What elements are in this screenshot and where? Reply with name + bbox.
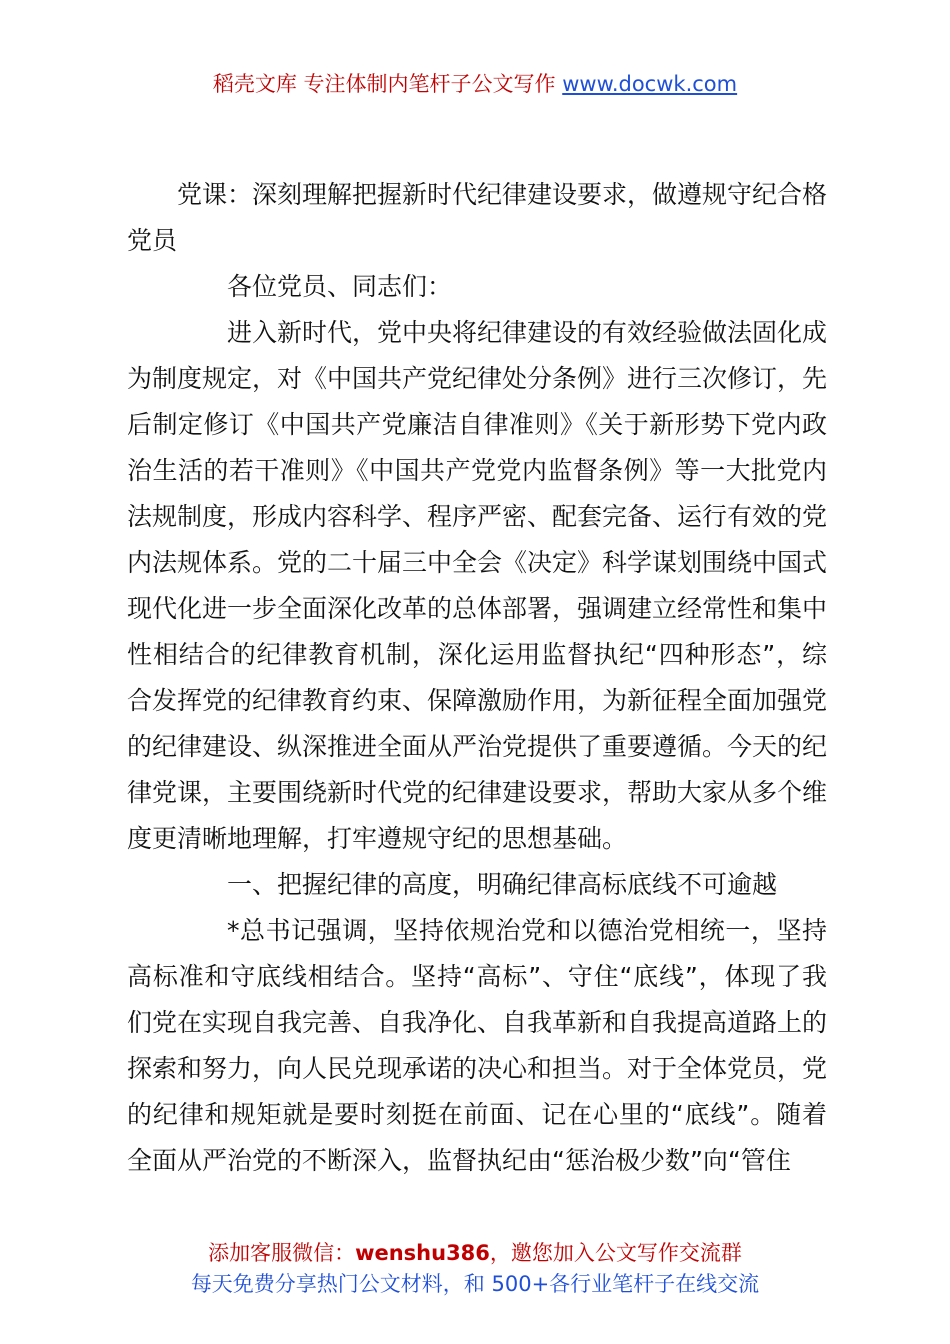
footer-line-1: [0, 1238, 950, 1269]
wechat-id: wenshu386: [355, 1241, 490, 1265]
salutation: 各位党员、同志们：: [227, 272, 453, 301]
document-title: 党课：深刻理解把握新时代纪律建设要求，做遵规守纪合格党员: [127, 180, 828, 255]
footer-prefix: 添加客服微信：: [208, 1241, 356, 1265]
header-text: 稻壳文库 专注体制内笔杆子公文写作: [212, 72, 563, 96]
document-body: [127, 172, 827, 1184]
footer-banner: [0, 1238, 950, 1300]
header-banner: [0, 68, 950, 100]
paragraph-2: *总书记强调，坚持依规治党和以德治党相统一，坚持高标准和守底线相结合。坚持“高标”、守住“底线”，体现了我们党在实现自我完善、自我净化、自我革新和自我提高道路上的探索和努力，向人民兑现承诺的决心和担当。对于全体党员，党的纪律和规矩就是要时刻挺在前面、记在心里的“底线”。随着全面从严治党的不断深入，监督执纪由“惩治极少数”向“管住: [127, 916, 828, 1175]
paragraph-1: 进入新时代，党中央将纪律建设的有效经验做法固化成为制度规定，对《中国共产党纪律处分条例》进行三次修订，先后制定修订《中国共产党廉洁自律准则》《关于新形势下党内政治生活的若干准则》《中国共产党党内监督条例》等一大批党内法规制度，形成内容科学、程序严密、配套完备、运行有效的党内法规体系。党的二十届三中全会《决定》科学谋划围绕中国式现代化进一步全面深化改革的总体部署，强调建立经常性和集中性相结合的纪律教育机制，深化运用监督执纪“四种形态”，综合发挥党的纪律教育约束、保障激励作用，为新征程全面加强党的纪律建设、纵深推进全面从严治党提供了重要遵循。今天的纪律党课，主要围绕新时代党的纪律建设要求，帮助大家从多个维度更清晰地理解，打牢遵规守纪的思想基础。: [127, 318, 828, 853]
section-heading-1: 一、把握纪律的高度，明确纪律高标底线不可逾越: [227, 870, 778, 899]
footer-line-2: 每天免费分享热门公文材料，和 500+各行业笔杆子在线交流: [190, 1272, 760, 1296]
header-link[interactable]: www.docwk.com: [562, 72, 738, 96]
footer-suffix: ，邀您加入公文写作交流群: [489, 1241, 742, 1265]
